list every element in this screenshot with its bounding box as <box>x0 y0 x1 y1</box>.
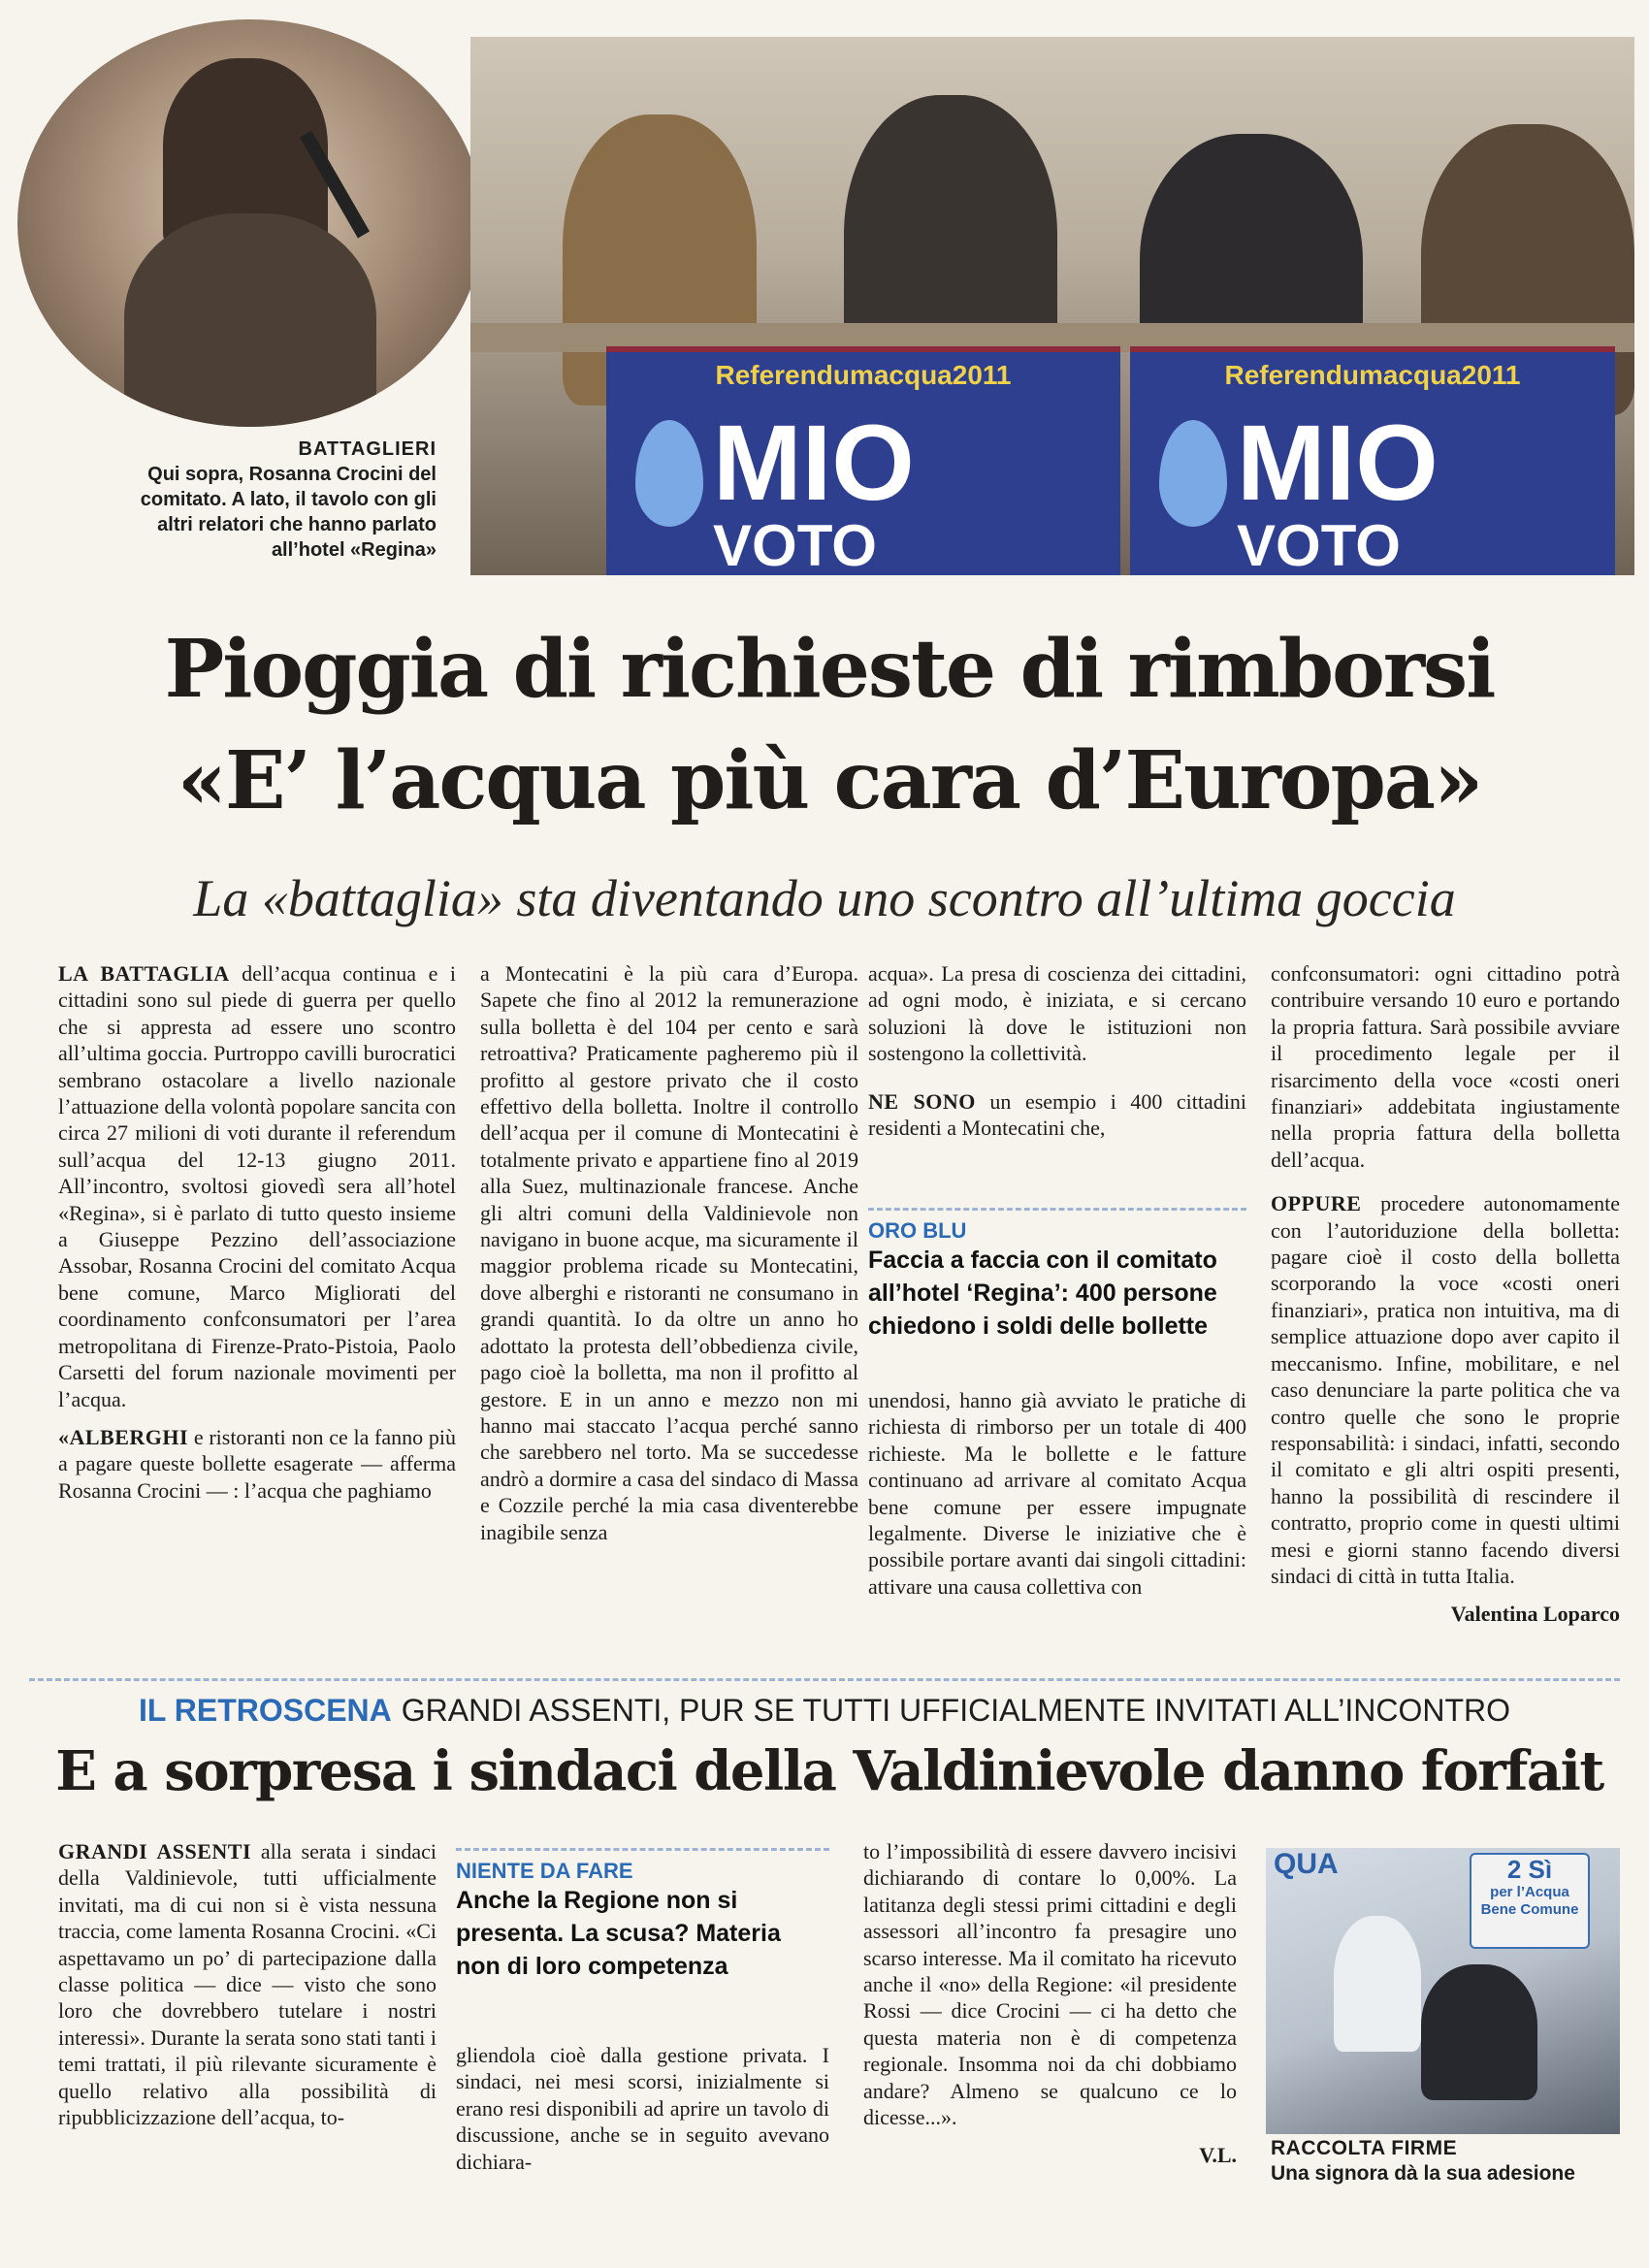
paragraph: un esempio i 400 cittadini residenti a Montecatini che, <box>868 1088 1246 1141</box>
photo-caption <box>58 437 436 563</box>
retroscena-tag: IL RETROSCENA <box>138 1693 392 1728</box>
subheadline: La «battaglia» sta diventando uno scontro all’ultima goccia <box>193 869 1456 927</box>
photo-rosanna-crocini <box>17 19 483 427</box>
paragraph: e ristoranti non ce la fanno più a pagare queste bollette esagerate — afferma Rosanna Crocini — : l’acqua che paghiamo <box>58 1424 456 1503</box>
water-drop-icon <box>1159 420 1227 527</box>
article-column-3-continued <box>868 1387 1246 1611</box>
photo-sign-top: 2 Sì <box>1506 1855 1553 1884</box>
photo-raccolta-caption <box>1271 2136 1620 2187</box>
speaker-body <box>124 213 376 427</box>
paragraph: to l’impossibilità di essere davvero incisivi dichiarando di contare lo 0,00%. La latitanza degli stessi primi cittadini e degli assessori all’incontro fa presagire uno scarso interesse. Ma il comitato ha ricevuto anche il «no» della Regione: «il presidente Rossi — dice Crocini — ci ha detto che questa materia non è di competenza regionale. Insomma noi da chi dobbiamo andare? Almeno se qualcuno ce lo dicesse...». <box>863 1839 1237 2130</box>
oro-blu-box <box>868 1208 1246 1343</box>
lead-word: GRANDI ASSENTI <box>58 1839 252 1863</box>
photo-caption-title: RACCOLTA FIRME <box>1271 2137 1458 2159</box>
paragraph: confconsumatori: ogni cittadino potrà contribuire versando 10 euro e portando la propria fattura. Sarà possibile avviare il procedimento legale per il risarcimento della voce «costi oneri finanziari» addebitata ingiustamente nella propria fattura della bolletta dell’acqua. <box>1271 961 1620 1172</box>
photo-sign-rest: per l’Acqua Bene Comune <box>1480 1884 1579 1918</box>
paragraph: gliendola cioè dalla gestione privata. I sindaci, nei mesi scorsi, inizialmente si erano resi disponibili ad aprire un tavolo di discussione, anche se in seguito avevano dichiara- <box>456 2043 829 2174</box>
banner-voto: VOTO <box>713 513 877 575</box>
paragraph: alla serata i sindaci della Valdinievole, tutti ufficialmente invitati, ma di cui non si è vista nessuna traccia, come lamenta Rosanna Crocini. «Ci aspettavamo un po’ di partecipazione dalla classe politica — dice — visto che sono loro che dovrebbero tutelare i nostri interessi». Durante la serata sono stati tanti i temi trattati, il più rilevante sicuramente è quello relativo alla possibilità di ripubblicizzazione dell’acqua, to- <box>58 1839 436 2130</box>
article-column-1 <box>58 960 456 1515</box>
photo-caption-line: all’hotel «Regina» <box>271 539 436 561</box>
retroscena-column-3 <box>863 1838 1237 2169</box>
paragraph: dell’acqua continua e i cittadini sono sul piede di guerra per quello che si appresta ad essere uno scontro all’ultima goccia. Purtroppo cavilli burocratici sembrano ostacolare a livello nazionale l’attuazione della volontà popolare sancita con circa 27 milioni di voti durante il referendum sull’acqua del 12-13 giugno 2011. All’incontro, svoltosi giovedì sera all’hotel «Regina», si è parlato di tutto questo insieme a Giuseppe Pezzino dell’associazione Assobar, Rosanna Crocini del comitato Acqua bene comune, Marco Migliorati del coordinamento confconsumatori per l’area metropolitana di Firenze-Prato-Pistoia, Paolo Carsetti del forum nazionale movimenti per l’acqua. <box>58 961 456 1411</box>
paragraph: a Montecatini è la più cara d’Europa. Sapete che fino al 2012 la remunerazione sulla bolletta è del 104 per cento e sarà retroattiva? Praticamente pagheremo più il profitto al gestore privato che il costo effettivo della bolletta. Inoltre il controllo dell’acqua per il comune di Montecatini è totalmente privato e appartiene fino al 2019 alla Suez, multinazionale francese. Anche gli altri comuni della Valdinievole non navigano in buone acque, ma sicuramente il maggior problema ricade su Montecatini, dove alberghi e ristoranti ne consumano in grandi quantità. Io da oltre un anno ho adottato la protesta dell’obbedienza civile, pago cioè la bolletta, ma non il profitto al gestore. E in un anno e mezzo non mi hanno mai staccato l’acqua perché sanno che sarebbero nel torto. Ma se succedesse andrò a dormire a casa del sindaco di Massa e Cozzile perché la mia casa diventerebbe inagibile senza <box>480 961 858 1544</box>
box-tag: NIENTE DA FARE <box>456 1859 633 1883</box>
headline-line-1: Pioggia di richieste di rimborsi <box>164 623 1495 716</box>
article-column-3 <box>868 960 1246 1152</box>
headline-line-2: «E’ l’acqua più cara d’Europa» <box>177 734 1482 827</box>
box-text: Anche la Regione non si presenta. La scusa? Materia non di loro competenza <box>456 1887 781 1980</box>
byline: Valentina Loparco <box>1450 1602 1620 1627</box>
retroscena-column-2 <box>456 2042 829 2187</box>
banner-brand: Referendumacqua2011 <box>715 360 1012 390</box>
lead-word: «ALBERGHI <box>58 1424 189 1449</box>
retroscena-kicker <box>29 1693 1620 1729</box>
retroscena-kicker-text: GRANDI ASSENTI, PUR SE TUTTI UFFICIALMENTE INVITATI ALL’INCONTRO <box>401 1693 1511 1728</box>
photo-caption-line: altri relatori che hanno parlato <box>157 514 436 535</box>
photo-caption-title: BATTAGLIERI <box>298 438 436 460</box>
water-drop-icon <box>635 420 703 527</box>
referendum-banner-right <box>1130 346 1615 575</box>
box-tag: ORO BLU <box>868 1218 967 1243</box>
lead-word: NE SONO <box>868 1088 976 1114</box>
article-column-4 <box>1271 960 1620 1628</box>
retroscena-headline: E a sorpresa i sindaci della Valdinievole danno forfait <box>55 1739 1603 1803</box>
photo-caption-line: comitato. A lato, il tavolo con gli <box>140 489 436 510</box>
banner-mio: MIO <box>713 404 915 523</box>
photo-caption-text: Una signora dà la sua adesione <box>1271 2162 1575 2185</box>
banner-mio: MIO <box>1237 404 1439 523</box>
banner-brand: Referendumacqua2011 <box>1224 360 1521 390</box>
referendum-banner-left <box>606 346 1120 575</box>
section-divider <box>29 1678 1620 1681</box>
signer-figure <box>1421 1964 1537 2100</box>
photo-corner-text: QUA <box>1274 1848 1339 1880</box>
photo-raccolta-firme <box>1266 1848 1620 2134</box>
niente-da-fare-box <box>456 1848 829 1983</box>
box-text: Faccia a faccia con il comitato all’hotel ‘Regina’: 400 persone chiedono i soldi delle bollette <box>868 1247 1217 1340</box>
photo-sign <box>1470 1853 1590 1949</box>
paragraph: unendosi, hanno già avviato le pratiche di richiesta di rimborso per un totale di 400 richieste. Ma le bollette e le fatture continuano ad arrivare al comitato Acqua bene comune per essere impugnate legalmente. Diverse le iniziative che è possibile portare avanti dai singoli cittadini: attivare una causa collettiva con <box>868 1388 1246 1599</box>
byline: V.L. <box>1199 2143 1237 2168</box>
banner-voto: VOTO <box>1237 513 1401 575</box>
volunteer-figure <box>1334 1916 1421 2052</box>
paragraph: acqua». La presa di coscienza dei cittadini, ad ogni modo, è iniziata, e si cercano soluzioni là dove le istituzioni non sostengono la collettività. <box>868 961 1246 1066</box>
paragraph: procedere autonomamente con l’autoriduzione della bolletta: pagare cioè il costo della bolletta scorporando la voce «costi oneri finanziari», pratica non intuitiva, ma di semplice attuazione dopo aver capito il meccanismo. Infine, mobilitare, e nel caso denunciare la parte politica che va contro quelle che sono le proprie responsabilità: i sindaci, infatti, secondo il comitato e gli altri ospiti presenti, hanno la possibilità di rescindere il contratto, proprio come in questi ultimi mesi e giorni stanno facendo diversi sindaci di città in tutta Italia. <box>1271 1191 1620 1588</box>
retroscena-column-1 <box>58 1838 436 2142</box>
photo-caption-line: Qui sopra, Rosanna Crocini del <box>147 464 436 485</box>
lead-word: OPPURE <box>1271 1191 1362 1216</box>
article-column-2 <box>480 960 858 1557</box>
photo-speakers-table <box>470 37 1634 575</box>
lead-word: LA BATTAGLIA <box>58 961 230 986</box>
